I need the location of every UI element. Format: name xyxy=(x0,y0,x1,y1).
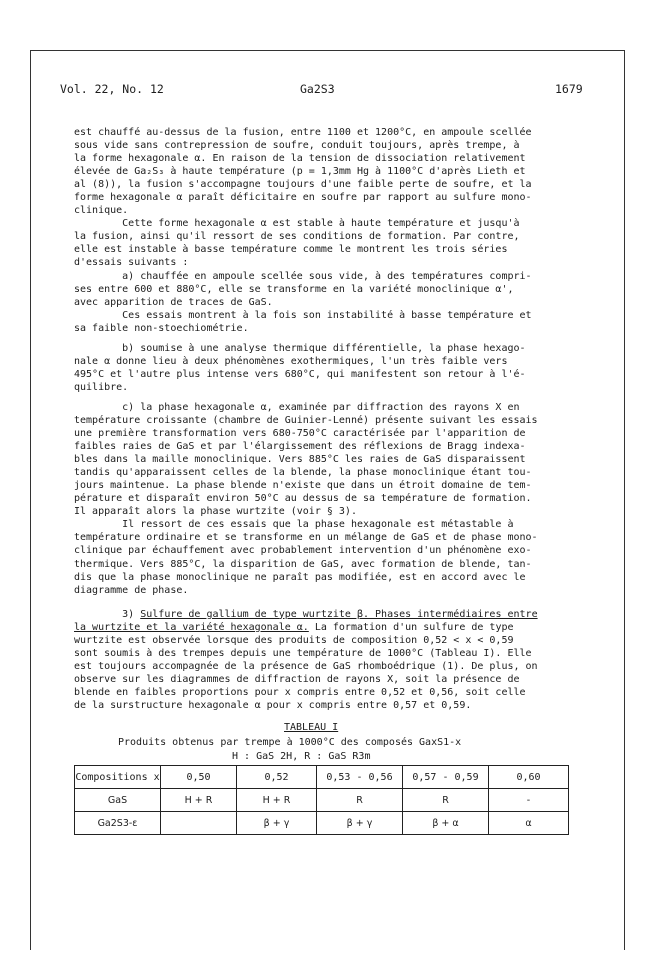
running-title: Ga2S3 xyxy=(300,82,335,96)
text-line: thermique. Vers 885°C, la disparition de GaS, avec formation de blende, tan- xyxy=(74,558,532,570)
table-cell: β + α xyxy=(403,812,489,835)
text-line: jours maintenue. La phase blende n'existe que dans un étroit domaine de tem- xyxy=(74,480,532,492)
table-row xyxy=(75,789,569,812)
text-line: de la surstructure hexagonale α pour x compris entre 0,57 et 0,59. xyxy=(74,699,472,711)
text-line: blende en faibles proportions pour x compris entre 0,52 et 0,56, soit celle xyxy=(74,686,526,698)
text-line: Cette forme hexagonale α est stable à haute température et jusqu'à xyxy=(74,218,520,230)
table-caption: Produits obtenus par trempe à 1000°C des composés GaxS1-x xyxy=(118,737,462,748)
table-header-cell: 0,57 - 0,59 xyxy=(403,766,489,789)
table-header-cell: Compositions x xyxy=(75,766,161,789)
table-cell: R xyxy=(317,789,403,812)
text-line: Il apparaît alors la phase wurtzite (voir § 3). xyxy=(74,506,357,518)
text-line: température ordinaire et se transforme en un mélange de GaS et de phase mono- xyxy=(74,532,538,544)
table-cell: - xyxy=(489,789,569,812)
text-line: c) la phase hexagonale α, examinée par diffraction des rayons X en xyxy=(74,401,520,413)
page-number: 1679 xyxy=(555,82,583,96)
text-line: al (8)), la fusion s'accompagne toujours d'une faible perte de soufre, et la xyxy=(74,179,532,191)
text-line: forme hexagonale α paraît déficitaire en soufre par rapport au sulfure mono- xyxy=(74,192,532,204)
table-cell: β + γ xyxy=(237,812,317,835)
text-line: sa faible non-stoechiométrie. xyxy=(74,322,249,334)
section-title: la wurtzite et la variété hexagonale α. xyxy=(74,621,309,633)
text-line: avec apparition de traces de GaS. xyxy=(74,296,273,308)
text-line: 3) Sulfure de gallium de type wurtzite β. Phases intermédiaires entre xyxy=(74,608,538,620)
table-cell: R xyxy=(403,789,489,812)
table-title: TABLEAU I xyxy=(284,722,339,733)
text-line: élevée de Ga₂S₃ à haute température (p = 1,3mm Hg à 1100°C d'après Lieth et xyxy=(74,166,526,178)
text-line: observe sur les diagrammes de diffraction de rayons X, soit la présence de xyxy=(74,673,520,685)
text-line: est toujours accompagnée de la présence de GaS rhomboédrique (1). De plus, on xyxy=(74,660,538,672)
table-row-label: GaS xyxy=(75,789,161,812)
text-line: clinique. xyxy=(74,205,129,217)
text-line: bles dans la maille monoclinique. Vers 885°C les raies de GaS disparaissent xyxy=(74,454,526,466)
table-cell xyxy=(161,812,237,835)
table-row-label: Ga2S3-ε xyxy=(75,812,161,835)
text-line: la forme hexagonale α. En raison de la tension de dissociation relativement xyxy=(74,153,526,165)
paragraph-fusion xyxy=(74,126,564,217)
text-line: clinique par échauffement avec probablement intervention d'un phénomène exo- xyxy=(74,545,532,557)
volume-info: Vol. 22, No. 12 xyxy=(60,82,164,96)
paragraph-diffraction xyxy=(74,401,564,597)
text-line: quilibre. xyxy=(74,381,129,393)
text-line: une première transformation vers 680-750°C caractérisée par l'apparition de xyxy=(74,428,526,440)
text-line: a) chauffée en ampoule scellée sous vide, à des températures compri- xyxy=(74,270,532,282)
text-line: Il ressort de ces essais que la phase hexagonale est métastable à xyxy=(74,519,514,531)
text-line: nale α donne lieu à deux phénomènes exothermiques, l'un très faible vers xyxy=(74,355,508,367)
table-row xyxy=(75,766,569,789)
text-line: diagramme de phase. xyxy=(74,584,189,596)
paragraph-thermal-analysis xyxy=(74,342,564,394)
text-line: b) soumise à une analyse thermique différentielle, la phase hexago- xyxy=(74,342,526,354)
text-line: ses entre 600 et 880°C, elle se transforme en la variété monoclinique α', xyxy=(74,283,514,295)
text-line: dis que la phase monoclinique ne paraît pas modifiée, est en accord avec le xyxy=(74,571,526,583)
text-line: Ces essais montrent à la fois son instabilité à basse température et xyxy=(74,309,532,321)
text-line: sous vide sans contrepression de soufre, conduit toujours, après trempe, à xyxy=(74,140,520,152)
text-line: wurtzite est observée lorsque des produits de composition 0,52 < x < 0,59 xyxy=(74,634,514,646)
text-line: est chauffé au-dessus de la fusion, entre 1100 et 1200°C, en ampoule scellée xyxy=(74,127,532,138)
text-line: elle est instable à basse température comme le montrent les trois séries xyxy=(74,244,508,256)
text-line: tandis qu'apparaissent celles de la blende, la phase monoclinique étant tou- xyxy=(74,467,532,479)
text-line: 495°C et l'autre plus intense vers 680°C, qui manifestent son retour à l'é- xyxy=(74,368,526,380)
table-header-cell: 0,50 xyxy=(161,766,237,789)
table-header-cell: 0,53 - 0,56 xyxy=(317,766,403,789)
table-row xyxy=(75,812,569,835)
section-wurtzite xyxy=(74,608,564,712)
text-line: la fusion, ainsi qu'il ressort de ses conditions de formation. Par contre, xyxy=(74,231,520,243)
body-text xyxy=(74,126,564,712)
results-table xyxy=(74,765,569,835)
text-line: température croissante (chambre de Guinier-Lenné) présente suivant les essais xyxy=(74,414,538,426)
section-title: Sulfure de gallium de type wurtzite β. Phases intermédiaires entre xyxy=(140,608,538,620)
text-line: faibles raies de GaS et par l'élargissement des réflexions de Bragg indexa- xyxy=(74,441,526,453)
paragraph-stability xyxy=(74,217,564,334)
text-line: d'essais suivants : xyxy=(74,257,189,269)
table-cell: β + γ xyxy=(317,812,403,835)
table-header-cell: 0,60 xyxy=(489,766,569,789)
text-line: sont soumis à des trempes depuis une température de 1000°C (Tableau I). Elle xyxy=(74,647,532,659)
text-line: la wurtzite et la variété hexagonale α. La formation d'un sulfure de type xyxy=(74,621,514,633)
table-cell: α xyxy=(489,812,569,835)
text-line: pérature et disparaît environ 50°C au dessus de sa température de formation. xyxy=(74,493,532,505)
table-header-cell: 0,52 xyxy=(237,766,317,789)
table-cell: H + R xyxy=(161,789,237,812)
table-cell: H + R xyxy=(237,789,317,812)
table-legend: H : GaS 2H, R : GaS R3m xyxy=(232,751,371,762)
